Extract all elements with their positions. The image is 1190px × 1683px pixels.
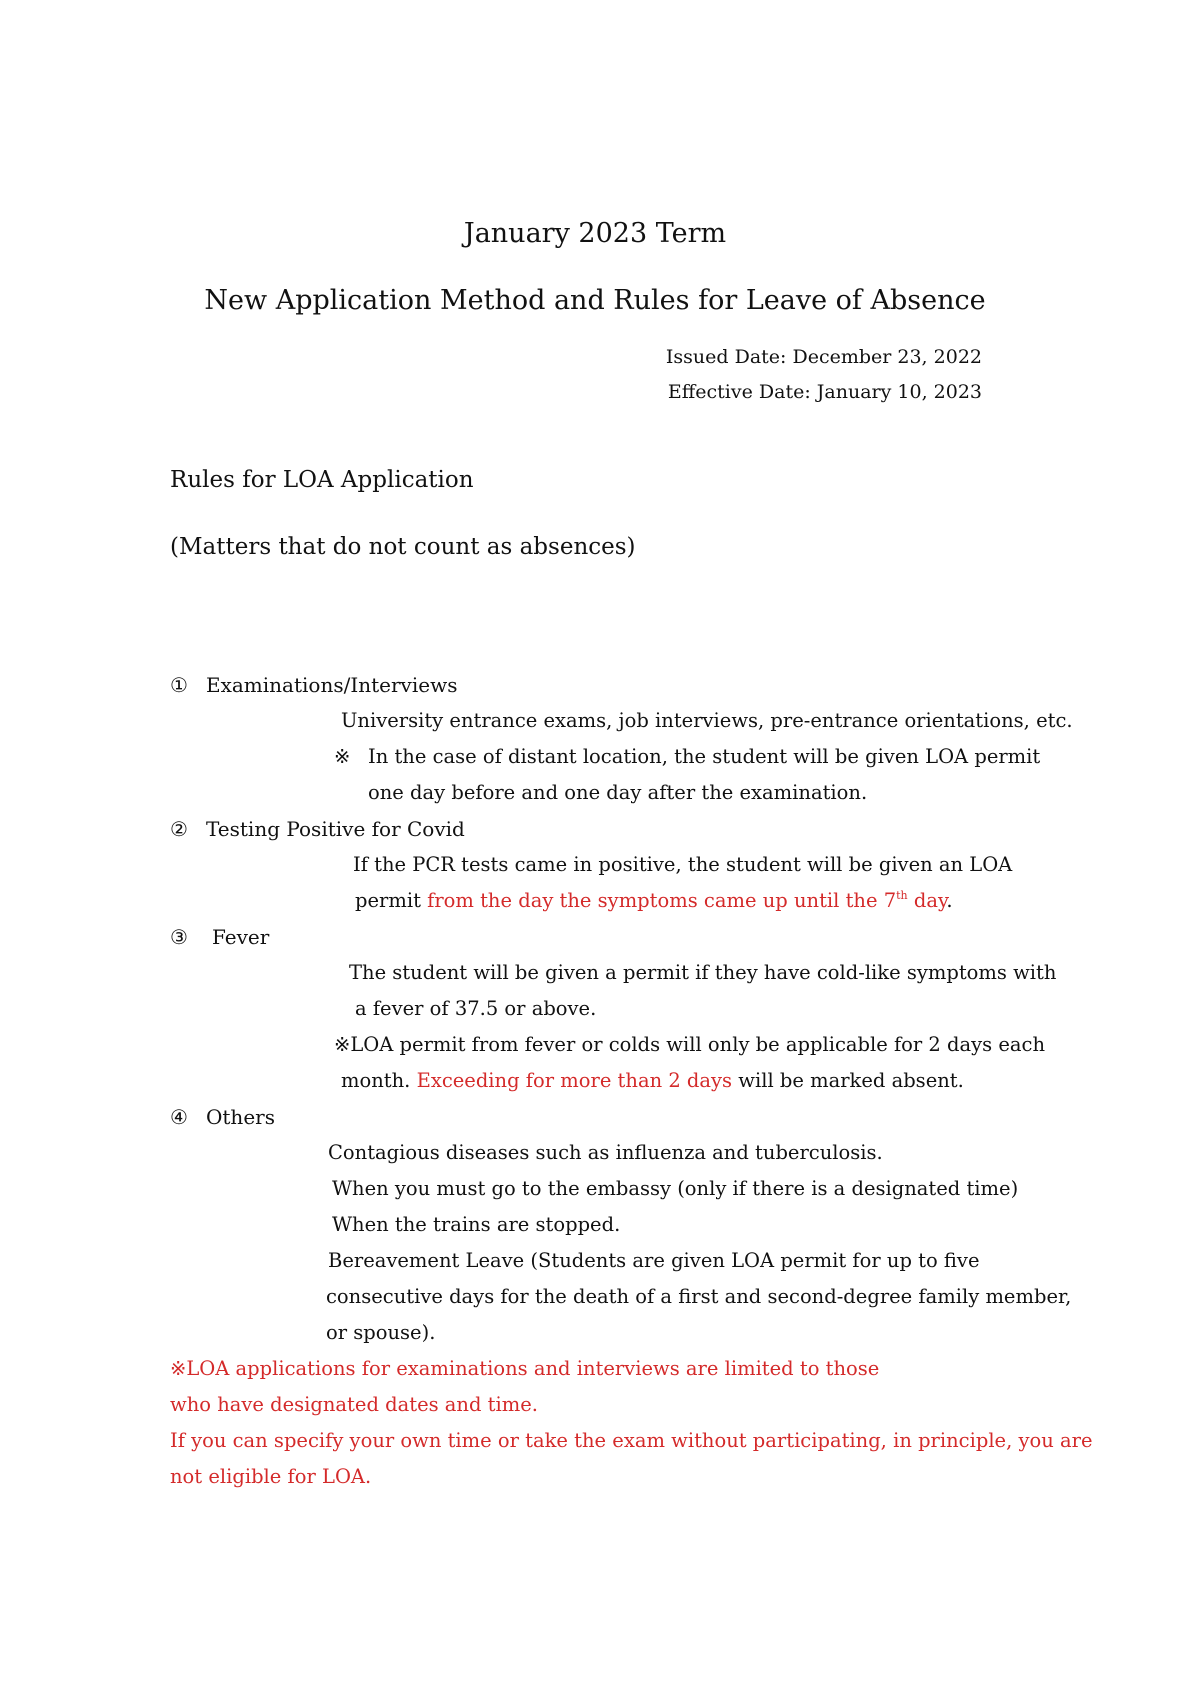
document-title: New Application Method and Rules for Leave of Absence <box>204 285 986 316</box>
footer-note-line: ※LOA applications for examinations and interviews are limited to those <box>170 1357 880 1380</box>
section-1-note-mark: ※ <box>334 745 351 768</box>
rules-subheading: (Matters that do not count as absences) <box>170 534 636 560</box>
section-4-line: When you must go to the embassy (only if there is a designated time) <box>332 1177 1019 1200</box>
effective-date: Effective Date: January 10, 2023 <box>667 381 982 403</box>
section-3-title: Fever <box>212 925 270 949</box>
section-3-text: will be marked absent. <box>732 1069 964 1092</box>
section-1-line: University entrance exams, job interviews, pre-entrance orientations, etc. <box>341 709 1073 732</box>
section-4-line: When the trains are stopped. <box>332 1213 621 1236</box>
section-2-title: Testing Positive for Covid <box>206 817 465 841</box>
section-2-number: ② <box>170 817 188 841</box>
section-2-text: permit <box>355 889 428 912</box>
section-3-note-line: ※LOA permit from fever or colds will only be applicable for 2 days each <box>334 1033 1046 1056</box>
section-3-note-line <box>341 1069 964 1092</box>
section-1-note-line: In the case of distant location, the student will be given LOA permit <box>368 745 1041 768</box>
section-3-line: The student will be given a permit if they have cold-like symptoms with <box>349 961 1057 984</box>
rules-heading: Rules for LOA Application <box>170 467 474 493</box>
section-4-line: or spouse). <box>326 1321 436 1344</box>
section-1-number: ① <box>170 673 188 697</box>
section-2-highlight: day <box>907 889 947 912</box>
term-title: January 2023 Term <box>463 218 727 249</box>
section-4-line: consecutive days for the death of a first and second-degree family member, <box>326 1285 1072 1308</box>
footer-note-line: who have designated dates and time. <box>170 1393 538 1416</box>
section-3-highlight: Exceeding for more than 2 days <box>416 1069 733 1092</box>
section-4-line: Bereavement Leave (Students are given LOA permit for up to five <box>328 1249 980 1272</box>
issued-date: Issued Date: December 23, 2022 <box>665 346 982 368</box>
section-4-line: Contagious diseases such as influenza and tuberculosis. <box>328 1141 883 1164</box>
section-2-superscript: th <box>896 888 908 902</box>
section-3-text: month. <box>341 1069 417 1092</box>
section-4-number: ④ <box>170 1105 188 1129</box>
section-2-text: . <box>946 889 953 912</box>
footer-note-line: not eligible for LOA. <box>170 1465 372 1488</box>
section-2-line <box>355 889 953 912</box>
section-1-note-line: one day before and one day after the examination. <box>368 781 868 804</box>
footer-note-line: If you can specify your own time or take the exam without participating, in principle, you are <box>170 1429 1093 1452</box>
section-4-title: Others <box>206 1105 275 1129</box>
section-3-line: a fever of 37.5 or above. <box>355 997 597 1020</box>
section-2-line: If the PCR tests came in positive, the student will be given an LOA <box>353 853 1013 876</box>
section-2-highlight: from the day the symptoms came up until the 7 <box>427 889 897 912</box>
section-1-title: Examinations/Interviews <box>206 673 458 697</box>
section-3-number: ③ <box>170 925 188 949</box>
